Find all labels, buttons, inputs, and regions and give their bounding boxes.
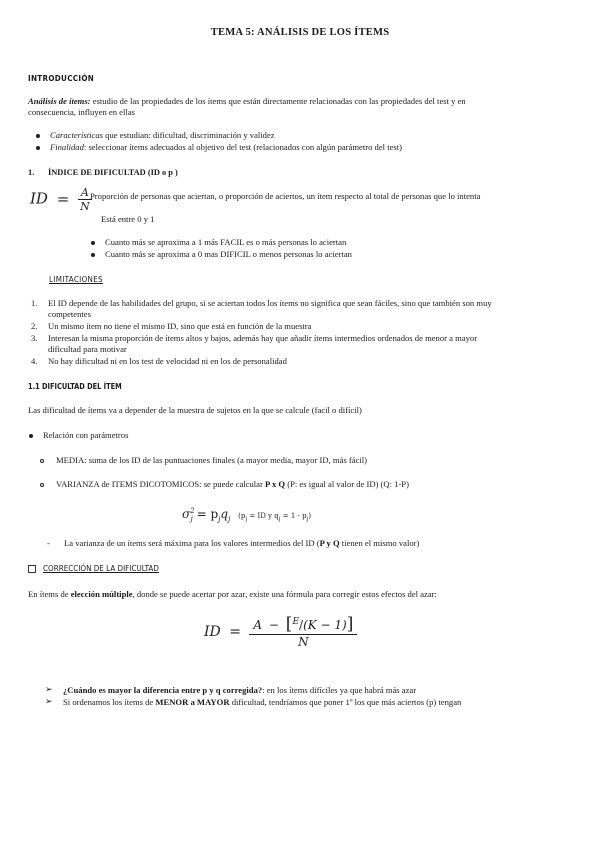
bullet-dot-icon: [91, 253, 95, 257]
variance-item: VARIANZA de ITEMS DICOTOMICOS: se puede calcular P x Q (P: es igual al valor de ID) (Q: 1-P): [56, 479, 409, 489]
limitations-heading: LIMITACIONES: [49, 275, 103, 284]
arrow-bullet-icon: ➢: [45, 696, 53, 706]
corrected-difficulty-formula: ID = $\frac{A - [^E/(K - 1)]}{N}$: [204, 614, 357, 649]
range-note: Está entre 0 y 1: [101, 214, 155, 224]
bullet-dot-icon: [29, 434, 33, 438]
difference-question: ¿Cuándo es mayor la diferencia entre p y q corregida?: en los ítems difíciles ya que habrá más azar: [63, 685, 417, 695]
bullet-dot-icon: [91, 241, 95, 245]
limitation-number: 3.: [31, 333, 38, 343]
parameters-bullet: Relación con parámetros: [43, 430, 129, 440]
limitation-2: Un mismo ítem no tiene el mismo ID, sino que está en función de la muestra: [48, 321, 312, 331]
intro-heading: INTRODUCCIÓN: [28, 74, 95, 83]
bullet-ring-icon: [40, 483, 44, 487]
intro-bullet-characteristics: Características que estudian: dificultad, discriminación y validez: [50, 130, 275, 140]
limitation-number: 1.: [31, 298, 38, 308]
definition-text: estudio de las propiedades de los ítems que están directamente relacionadas con las propiedades del test y en: [90, 96, 466, 106]
limitation-1-line-1: El ID depende de las habilidades del grupo, si se aciertan todos los ítems no significa que sean fáciles, sino que también son muy: [48, 298, 492, 308]
limitation-3-line-1: Interesan la misma proporción de ítems altos y bajos, además hay que añadir ítems intermedios ordenados de menor a mayor: [48, 333, 478, 343]
bullet-ring-icon: [40, 459, 44, 463]
section-1-heading: ÍNDICE DE DIFICULTAD (ID o p ): [48, 168, 178, 177]
page-title: TEMA 5: ANÁLISIS DE LOS ÍTEMS: [210, 27, 390, 38]
limitation-4: No hay dificultad ni en los test de velocidad ni en los de personalidad: [48, 356, 287, 366]
correction-intro: En ítems de elección múltiple, donde se puede acertar por azar, existe una fórmula para corregir estos efectos del azar:: [28, 589, 437, 599]
section-1-1-intro: Las dificultad de ítems va a depender de la muestra de sujetos en la que se calcule (facil o difícil): [28, 405, 362, 415]
checkbox-icon: [28, 565, 36, 573]
limitation-3-line-2: dificultad para motivar: [48, 344, 127, 354]
section-1-1-heading: 1.1 DIFICULTAD DEL ÍTEM: [28, 382, 122, 391]
intro-definition-line-1: [28, 96, 466, 107]
bullet-dot-icon: [36, 134, 40, 138]
difficulty-index-formula: ID = $\frac{A}{N}$: [30, 186, 90, 213]
hard-bullet: Cuanto más se aproxima a 0 mas DIFICIL o menos personas lo aciertan: [105, 249, 352, 259]
max-variance-note: La varianza de un ítems será máxima para los valores intermedios del ID (P y Q tienen el mismo valor): [64, 538, 420, 548]
dash-bullet: -: [47, 538, 50, 548]
easy-bullet: Cuanto más se aproxima a 1 más FACIL es o más personas lo aciertan: [105, 237, 347, 247]
variance-formula: $\sigma^2_j = p_jq_j$ ($p_j$ = ID y $q_j = 1 - p_j$): [182, 507, 312, 524]
limitation-number: 2.: [31, 321, 38, 331]
bullet-dot-icon: [36, 146, 40, 150]
limitation-number: 4.: [31, 356, 38, 366]
arrow-bullet-icon: ➢: [45, 684, 53, 694]
section-1-number: 1.: [28, 168, 35, 177]
formula-description: Proporción de personas que aciertan, o proporción de aciertos, un ítem respecto al total de personas que lo intenta: [90, 191, 481, 201]
definition-term: Análisis de ítems:: [28, 96, 91, 106]
correction-heading: CORRECCIÓN DE LA DIFICULTAD: [43, 564, 159, 573]
intro-bullet-purpose: Finalidad: seleccionar ítems adecuados al objetivo del test (relacionados con algún parámetro del test): [50, 142, 402, 152]
intro-definition-line-2: consecuencia, influyen en ellas: [28, 107, 135, 117]
mean-item: MEDIA: suma de los ID de las puntuaciones finales (a mayor media, mayor ID, más fácil): [56, 455, 367, 465]
ordering-note: Si ordenamos los ítems de MENOR a MAYOR dificultad, tendríamos que poner 1º los que más aciertos (p) tengan: [63, 697, 462, 707]
limitation-1-line-2: competentes: [48, 309, 91, 319]
